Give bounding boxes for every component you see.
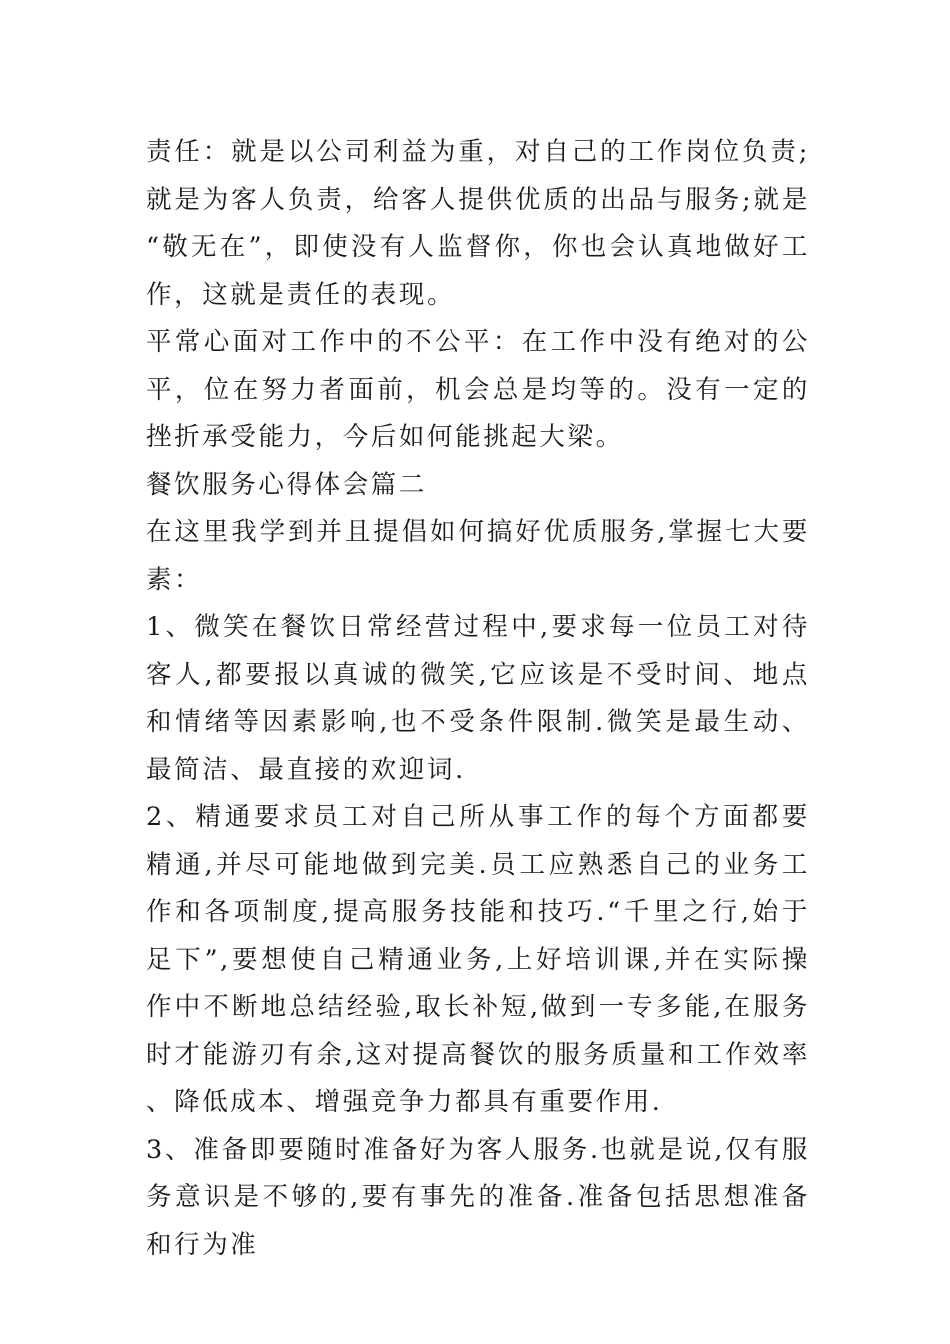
list-item-preparation: 3、准备即要随时准备好为客人服务.也就是说,仅有服务意识是不够的,要有事先的准备.准备包括思想准备和行为准 (146, 1134, 810, 1260)
list-item-proficiency: 2、精通要求员工对自己所从事工作的每个方面都要精通,并尽可能地做到完美.员工应熟悉自己的业务工作和各项制度,提高服务技能和技巧.“千里之行,始于足下”,要想使自己精通业务,上好培训课,并在实际操作中不断地总结经验,取长补短,做到一专多能,在服务时才能游刃有余,这对提高餐饮的服务质量和工作效率、降低成本、增强竞争力都具有重要作用. (146, 802, 810, 1117)
paragraph-responsibility: 责任：就是以公司利益为重，对自己的工作岗位负责;就是为客人负责，给客人提供优质的出品与服务;就是“敬无在”，即使没有人监督你，你也会认真地做好工作，这就是责任的表现。 (146, 137, 810, 310)
paragraph-fairness: 平常心面对工作中的不公平：在工作中没有绝对的公平，位在努力者面前，机会总是均等的。没有一定的挫折承受能力，今后如何能挑起大梁。 (146, 327, 810, 452)
section-heading: 餐饮服务心得体会篇二 (146, 469, 428, 500)
document-body (146, 129, 810, 1269)
list-item-smile: 1、微笑在餐饮日常经营过程中,要求每一位员工对待客人,都要报以真诚的微笑,它应该是不受时间、地点和情绪等因素影响,也不受条件限制.微笑是最生动、最简洁、最直接的欢迎词. (146, 612, 810, 785)
intro-paragraph: 在这里我学到并且提倡如何搞好优质服务,掌握七大要素： (146, 517, 810, 595)
